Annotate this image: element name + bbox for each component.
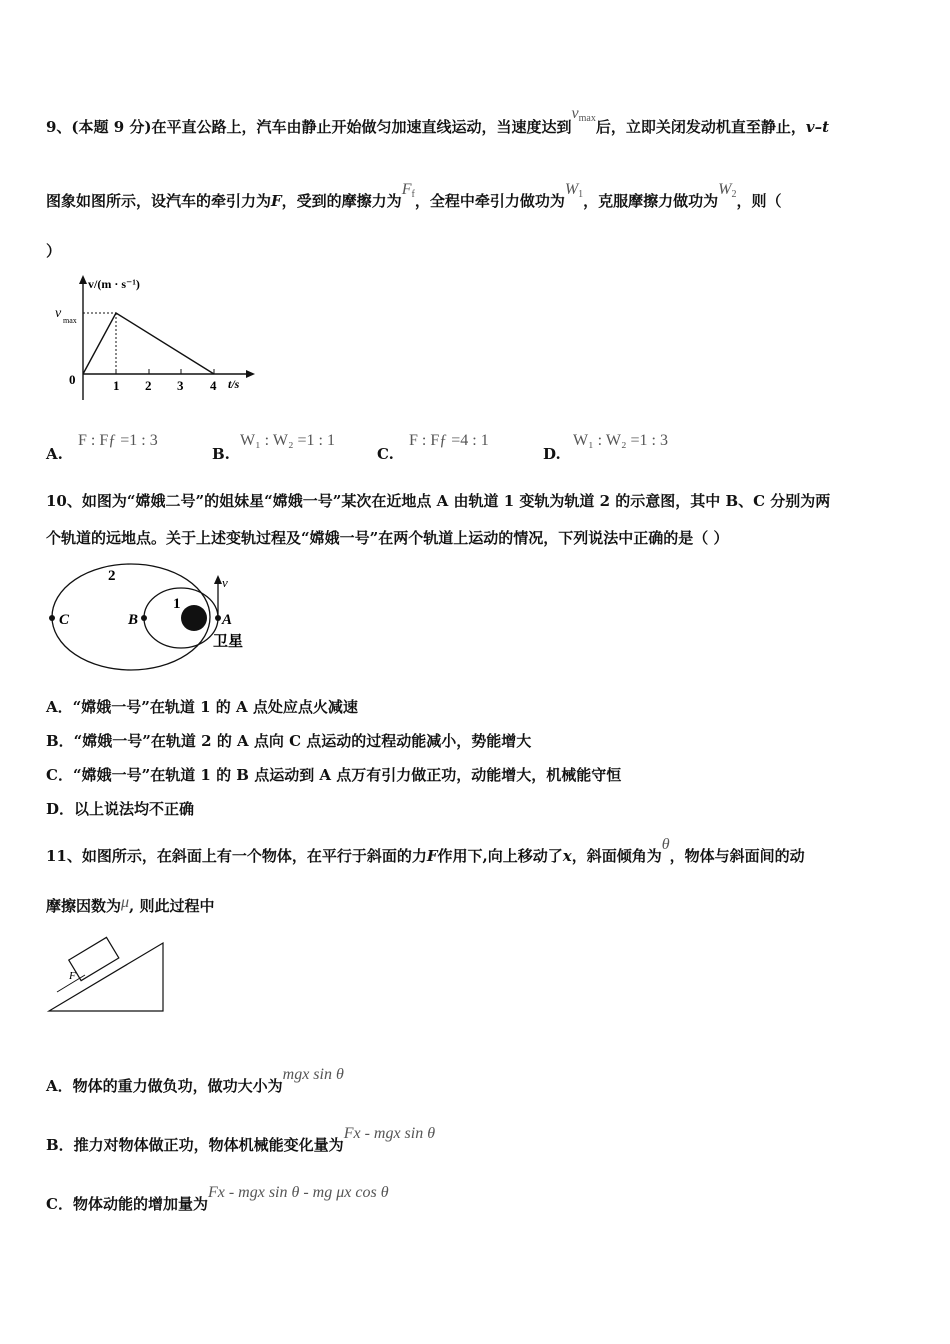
q9-option-a-letter[interactable]: A. [46,445,63,463]
label-F: F [69,970,76,982]
q9-line1 [46,105,830,138]
q9-vt-graph [50,272,260,407]
q11-line1: 11、如图所示，在斜面上有一个物体，在平行于斜面的力F作用下,向上移动了x，斜面倾角为θ，物体与斜面间的动 [46,836,805,865]
graph-ylabel: v/(m · s⁻¹) [88,277,140,291]
q10-option-c[interactable]: C．“嫦娥一号”在轨道 1 的 B 点运动到 A 点万有引力做正功，动能增大，机械能守恒 [46,766,622,784]
label-orbit-1: 1 [173,596,181,612]
point-b [141,615,147,621]
q11-option-b-formula: Fx - mgx sin θ [343,1125,436,1142]
q11-option-a-formula: mgx sin θ [282,1066,344,1083]
q9-vt: v–t [805,118,830,136]
q9-line1-after: 后，立即关闭发动机直至静止， [595,118,806,136]
q10-option-b[interactable]: B．“嫦娥一号”在轨道 2 的 A 点向 C 点运动的过程动能减小，势能增大 [46,732,532,750]
planet [181,605,207,631]
q10-option-d[interactable]: D．以上说法均不正确 [46,800,195,818]
label-c: C [59,612,70,628]
q11-option-c-formula: Fx - mgx sin θ - mg μx cos θ [207,1184,389,1201]
q9-option-d-value: W₁ : W₂ =1 : 3 [573,432,668,449]
label-b: B [128,612,139,628]
q11-mu: μ [121,894,130,911]
q9-Ff: $F_f$ [401,181,415,200]
label-v: v [222,575,228,590]
graph-vmax-sub: max [63,316,77,325]
q9-option-c-value: F : Fƒ =4 : 1 [409,432,489,449]
q9-option-a-value: F : Fƒ =1 : 3 [78,432,158,449]
q10-line2: 个轨道的远地点。关于上述变轨过程及“嫦娥一号”在两个轨道上运动的情况，下列说法中正确的是（ ） [46,529,729,547]
label-a: A [222,612,233,628]
graph-tick-3: 3 [177,378,184,393]
q9-W2: $W_2$ [718,181,737,200]
graph-tick-4: 4 [210,378,217,393]
q9-option-c-letter[interactable]: C. [377,445,394,463]
q9-line2: 图象如图所示，设汽车的牵引力为F，受到的摩擦力为$F_f$，全程中牵引力做功为$W_1$，克服摩擦力做功为$W_2$，则（ [46,181,782,210]
graph-tick-1: 1 [113,378,120,393]
q9-option-b-value: W₁ : W₂ =1 : 1 [240,432,335,449]
q9-option-d-letter[interactable]: D. [543,445,561,463]
graph-vmax-label: v [55,306,62,321]
graph-tick-2: 2 [145,378,152,393]
graph-origin: 0 [69,372,76,387]
q9-vmax: $v_{max}$ [571,105,596,124]
q9-line1-text: 9、(本题 9 分)在平直公路上，汽车由静止开始做匀加速直线运动，当速度达到 [46,118,572,136]
q11-option-c[interactable]: C．物体动能的增加量为Fx - mgx sin θ - mg μx cos θ [46,1184,389,1213]
q10-option-a[interactable]: A．“嫦娥一号”在轨道 1 的 A 点处应点火减速 [46,698,358,716]
y-axis-arrow [79,275,87,284]
q11-option-b[interactable]: B．推力对物体做正功，物体机械能变化量为Fx - mgx sin θ [46,1125,436,1154]
q10-orbit-diagram [45,560,260,675]
q11-option-a[interactable]: A．物体的重力做负功，做功大小为mgx sin θ [46,1066,344,1095]
q9-option-b-letter[interactable]: B. [212,445,230,463]
graph-xlabel: t/s [228,377,240,391]
label-satellite: 卫星 [213,634,244,650]
label-orbit-2: 2 [108,568,116,584]
q11-incline-diagram [45,935,170,1015]
q9-W1: $W_1$ [564,181,584,200]
incline [49,943,163,1011]
point-c [49,615,55,621]
q10-line1: 10、如图为“嫦娥二号”的姐妹星“嫦娥一号”某次在近地点 A 由轨道 1 变轨为轨道 2 的示意图，其中 B、C 分别为两 [46,492,831,510]
vt-curve [83,313,214,374]
q11-theta: θ [661,836,670,853]
q9-line3: ） [46,242,62,260]
x-axis-arrow [246,370,255,378]
q11-line2: 摩擦因数为μ, 则此过程中 [46,894,215,915]
